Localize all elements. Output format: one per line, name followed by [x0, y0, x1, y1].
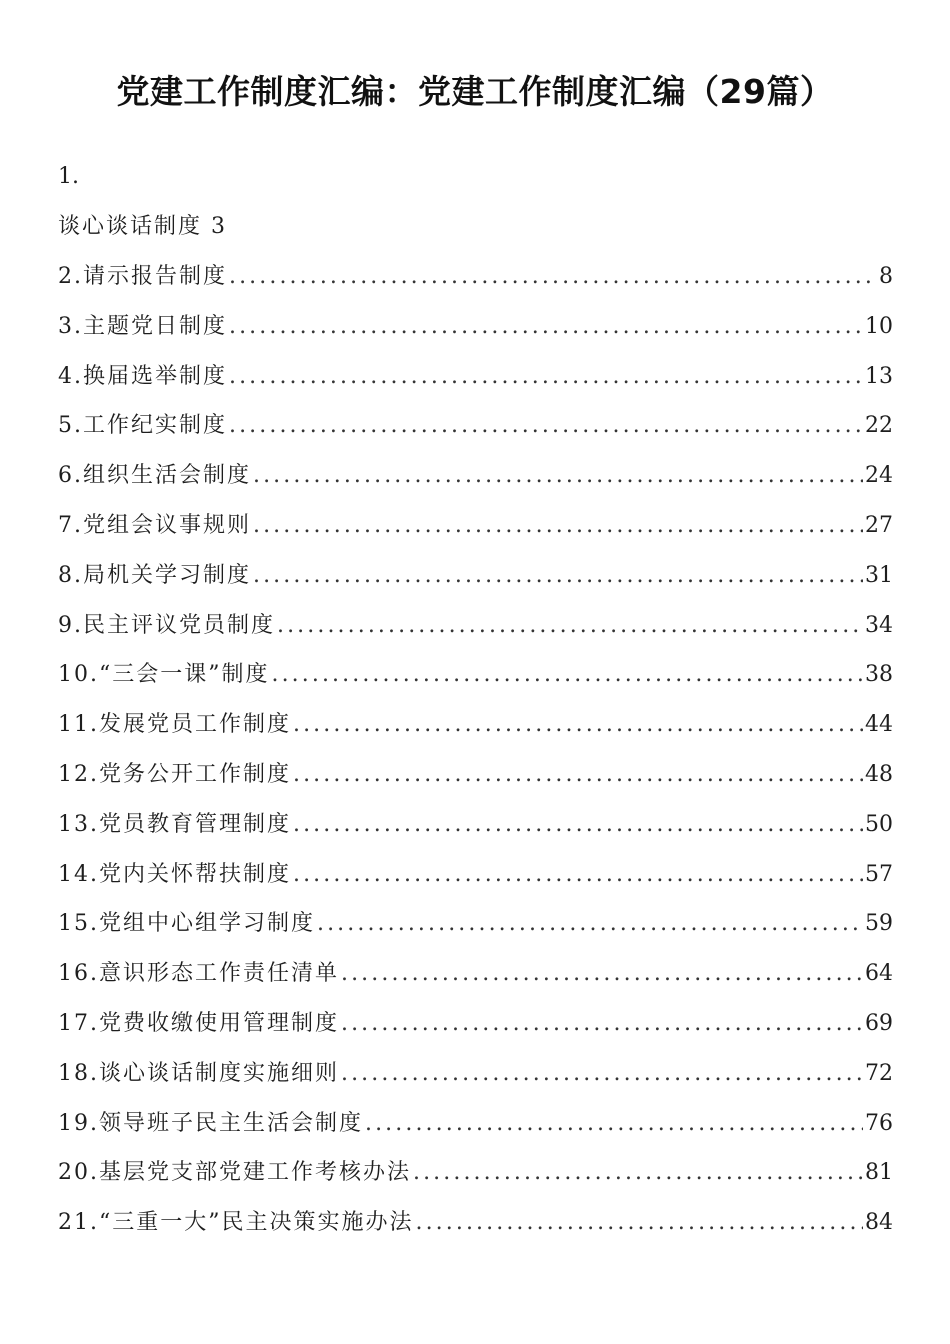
toc-dot-leader — [341, 1049, 863, 1099]
toc-dot-leader — [413, 1148, 863, 1198]
toc-entry-label: 16.意识形态工作责任清单 — [58, 961, 339, 987]
toc-entry[interactable] — [58, 352, 893, 402]
toc-entry-1-title: 谈心谈话制度 3 — [58, 214, 227, 239]
toc-entry[interactable] — [58, 700, 893, 750]
table-of-contents — [58, 152, 893, 1248]
toc-dot-leader — [293, 700, 863, 750]
document-title: 党建工作制度汇编：党建工作制度汇编（29篇） — [116, 72, 834, 111]
toc-entry[interactable] — [58, 949, 893, 999]
toc-dot-leader — [253, 451, 863, 501]
toc-dot-leader — [415, 1198, 863, 1248]
toc-entry-label: 6.组织生活会制度 — [58, 463, 251, 489]
toc-entry-page-number: 57 — [865, 861, 893, 887]
toc-dot-leader — [253, 501, 863, 551]
toc-entry[interactable] — [58, 750, 893, 800]
toc-entry-page-number: 38 — [865, 662, 893, 688]
toc-entry-page-number: 69 — [865, 1010, 893, 1036]
toc-dot-leader — [229, 252, 877, 302]
toc-entry-label: 12.党务公开工作制度 — [58, 761, 291, 787]
toc-entry[interactable] — [58, 1198, 893, 1248]
toc-entry[interactable] — [58, 999, 893, 1049]
toc-entry[interactable] — [58, 800, 893, 850]
toc-entry-page-number: 76 — [865, 1110, 893, 1136]
toc-entry-page-number: 44 — [865, 712, 893, 738]
toc-entry[interactable] — [58, 1049, 893, 1099]
toc-entry-page-number: 72 — [865, 1060, 893, 1086]
toc-entry-page-number: 8 — [879, 264, 893, 289]
toc-entry[interactable] — [58, 302, 893, 352]
toc-entry-page-number: 10 — [865, 313, 893, 339]
toc-entry-label: 13.党员教育管理制度 — [58, 811, 291, 837]
toc-entry[interactable] — [58, 850, 893, 900]
toc-dot-leader — [341, 999, 863, 1049]
toc-entry-label: 11.发展党员工作制度 — [58, 712, 291, 738]
toc-entry-label: 10.“三会一课”制度 — [58, 662, 270, 688]
toc-dot-leader — [229, 352, 863, 402]
toc-entry-label: 19.领导班子民主生活会制度 — [58, 1110, 363, 1136]
toc-entry-label: 8.局机关学习制度 — [58, 562, 251, 588]
toc-entry-label: 2.请示报告制度 — [58, 264, 227, 289]
toc-entry-page-number: 13 — [865, 363, 893, 389]
toc-entry[interactable] — [58, 252, 893, 302]
toc-dot-leader — [253, 551, 863, 601]
toc-entry-page-number: 84 — [865, 1210, 893, 1236]
toc-entry-label: 17.党费收缴使用管理制度 — [58, 1010, 339, 1036]
toc-entry-label: 9.民主评议党员制度 — [58, 612, 275, 638]
toc-dot-leader — [229, 302, 863, 352]
toc-entry-label: 3.主题党日制度 — [58, 313, 227, 339]
toc-entry[interactable] — [58, 551, 893, 601]
toc-entry-page-number: 31 — [865, 562, 893, 588]
toc-entry-page-number: 50 — [865, 811, 893, 837]
toc-dot-leader — [271, 650, 863, 700]
toc-entry-label: 20.基层党支部党建工作考核办法 — [58, 1160, 411, 1186]
toc-entry[interactable] — [58, 899, 893, 949]
toc-dot-leader — [277, 601, 863, 651]
toc-entry-page-number: 24 — [865, 463, 893, 489]
toc-entry-label: 18.谈心谈话制度实施细则 — [58, 1060, 339, 1086]
toc-dot-leader — [341, 949, 863, 999]
toc-entry-list — [58, 252, 893, 1248]
toc-entry-page-number: 59 — [865, 911, 893, 937]
toc-dot-leader — [293, 850, 863, 900]
toc-entry-label: 4.换届选举制度 — [58, 363, 227, 389]
toc-entry[interactable] — [58, 501, 893, 551]
toc-dot-leader — [293, 800, 863, 850]
toc-entry-label: 14.党内关怀帮扶制度 — [58, 861, 291, 887]
toc-entry[interactable] — [58, 401, 893, 451]
toc-entry-1-number: 1. — [58, 164, 79, 189]
toc-entry-label: 21.“三重一大”民主决策实施办法 — [58, 1210, 414, 1236]
toc-entry[interactable] — [58, 650, 893, 700]
toc-entry[interactable] — [58, 1148, 893, 1198]
toc-entry-page-number: 22 — [865, 413, 893, 439]
toc-entry-page-number: 64 — [865, 961, 893, 987]
toc-dot-leader — [317, 899, 863, 949]
toc-entry-label: 7.党组会议事规则 — [58, 512, 251, 538]
toc-entry-page-number: 48 — [865, 761, 893, 787]
toc-entry-page-number: 81 — [865, 1160, 893, 1186]
toc-entry[interactable] — [58, 451, 893, 501]
toc-entry-label: 15.党组中心组学习制度 — [58, 911, 315, 937]
toc-dot-leader — [293, 750, 863, 800]
toc-entry-page-number: 27 — [865, 512, 893, 538]
toc-entry[interactable] — [58, 601, 893, 651]
toc-dot-leader — [229, 401, 863, 451]
toc-dot-leader — [365, 1099, 863, 1149]
toc-entry-label: 5.工作纪实制度 — [58, 413, 227, 439]
toc-entry-page-number: 34 — [865, 612, 893, 638]
toc-entry[interactable] — [58, 1099, 893, 1149]
